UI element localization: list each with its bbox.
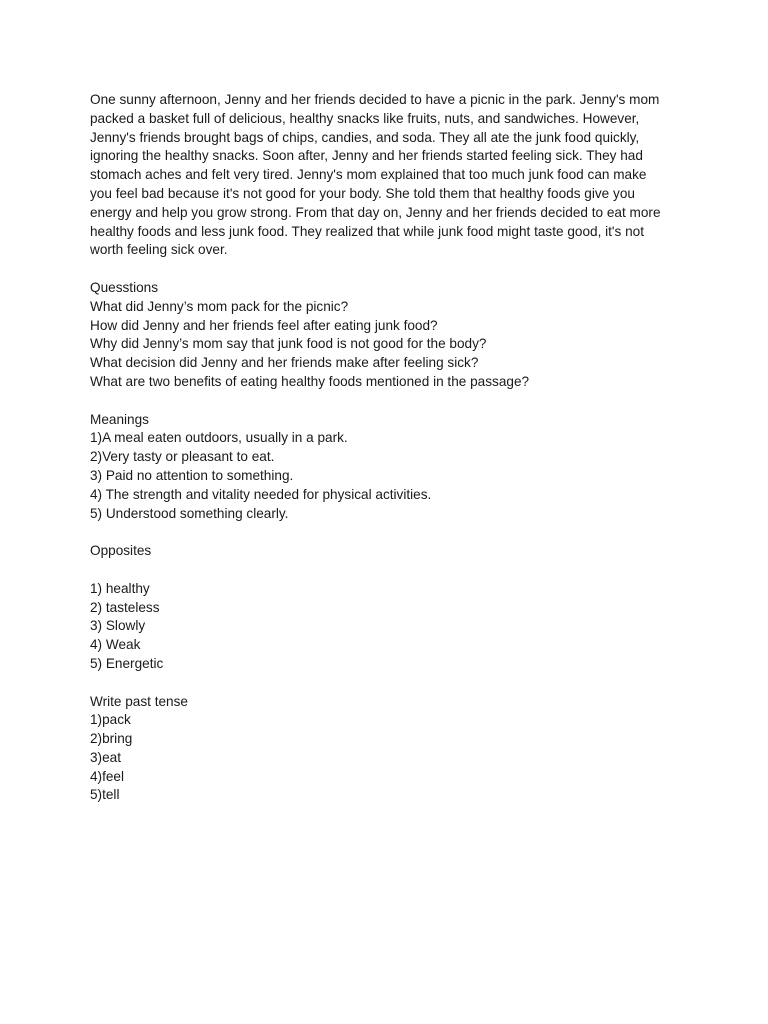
spacer [90,260,680,279]
opposite-item: 5) Energetic [90,655,164,671]
meaning-item: 5) Understood something clearly. [90,505,289,521]
questions-section [90,279,680,392]
questions-heading: Quesstions [90,279,159,295]
past-tense-section [90,693,680,806]
past-tense-heading: Write past tense [90,693,188,709]
past-tense-item: 3)eat [90,749,121,765]
question-item: What decision did Jenny and her friends make after feeling sick? [90,355,479,371]
story-line: Jenny's friends brought bags of chips, candies, and soda. They all ate the junk food quickly, [90,129,640,145]
story-line: stomach aches and felt very tired. Jenny's mom explained that too much junk food can make [90,167,647,183]
question-item: Why did Jenny’s mom say that junk food is not good for the body? [90,336,487,352]
document-page [90,91,680,805]
story-line: energy and help you grow strong. From that day on, Jenny and her friends decided to eat more [90,204,661,220]
spacer [90,392,680,411]
question-item: What did Jenny’s mom pack for the picnic? [90,298,349,314]
question-item: What are two benefits of eating healthy foods mentioned in the passage? [90,373,530,389]
meanings-section [90,411,680,524]
story-line: packed a basket full of delicious, healthy snacks like fruits, nuts, and sandwiches. However, [90,110,640,126]
spacer [90,523,680,542]
past-tense-item: 1)pack [90,712,131,728]
question-item: How did Jenny and her friends feel after eating junk food? [90,317,438,333]
story-line: worth feeling sick over. [90,242,228,258]
opposite-item: 1) healthy [90,580,150,596]
story-line: you feel bad because it's not good for your body. She told them that healthy foods give you [90,185,635,201]
story-paragraph [90,91,680,260]
meaning-item: 1)A meal eaten outdoors, usually in a park. [90,430,348,446]
story-line: ignoring the healthy snacks. Soon after, Jenny and her friends started feeling sick. They had [90,148,643,164]
past-tense-item: 5)tell [90,787,120,803]
story-line: healthy foods and less junk food. They realized that while junk food might taste good, it's not [90,223,644,239]
past-tense-item: 2)bring [90,731,133,747]
opposite-item: 4) Weak [90,637,141,653]
meaning-item: 4) The strength and vitality needed for physical activities. [90,486,432,502]
spacer [90,561,680,580]
story-line: One sunny afternoon, Jenny and her friends decided to have a picnic in the park. Jenny's mom [90,92,660,107]
spacer [90,674,680,693]
past-tense-item: 4)feel [90,768,125,784]
opposites-heading: Opposites [90,543,152,559]
opposites-section [90,542,680,674]
meaning-item: 2)Very tasty or pleasant to eat. [90,449,275,465]
meanings-heading: Meanings [90,411,149,427]
opposite-item: 2) tasteless [90,599,160,615]
meaning-item: 3) Paid no attention to something. [90,467,294,483]
opposite-item: 3) Slowly [90,618,146,634]
